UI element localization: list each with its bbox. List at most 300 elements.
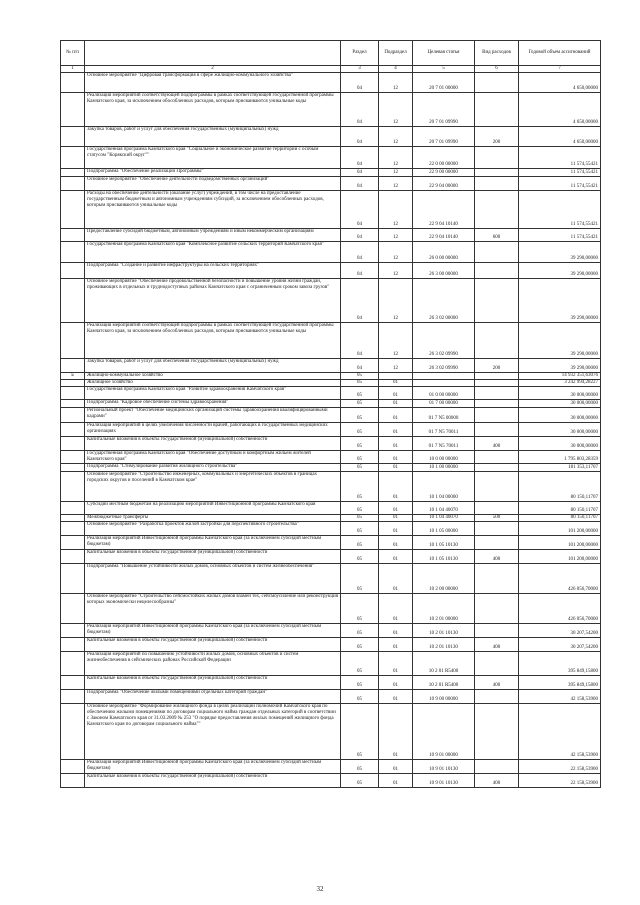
row-name: Основное мероприятие "Разработка проектов жилой застройки для перспективного строительства"	[85, 522, 341, 536]
row-razdel: 04	[341, 93, 379, 127]
row-razdel: 05	[341, 564, 379, 594]
row-name: Расходы на обеспечение деятельности (оказание услуг) учреждений, в том числе на предоставление государственным бюджетным и автономным учреждениям субсидий, за исключением обособленных расходов, которым присваиваются уникальные коды	[85, 191, 341, 229]
row-amount: 30 000,00000	[519, 423, 601, 437]
table-row	[61, 323, 601, 359]
row-podrazdel	[379, 373, 413, 380]
row-podrazdel: 01	[379, 380, 413, 387]
row-podrazdel: 01	[379, 690, 413, 704]
row-amount: 30 000,00000	[519, 408, 601, 423]
row-number	[61, 464, 85, 472]
table-row	[61, 408, 601, 423]
row-amount: 426 056,70000	[519, 594, 601, 624]
row-expense-type: 500	[475, 515, 519, 522]
row-target: 10 1 00 00000	[413, 464, 475, 472]
table-row	[61, 263, 601, 279]
row-name: Подпрограмма "Обеспечение реализации Программы"	[85, 169, 341, 177]
row-expense-type: 400	[475, 437, 519, 451]
row-name: Реализация мероприятий Инвестиционной программы Камчатского края (за исключением субсидий местным бюджетам)	[85, 760, 341, 774]
row-amount: 1 795 803,28359	[519, 451, 601, 464]
row-number	[61, 760, 85, 774]
row-amount: 39 290,00000	[519, 359, 601, 373]
row-podrazdel: 01	[379, 387, 413, 400]
row-number	[61, 169, 85, 177]
row-podrazdel: 12	[379, 229, 413, 242]
row-amount: 181 353,11707	[519, 464, 601, 472]
table-row	[61, 472, 601, 502]
table-row	[61, 423, 601, 437]
row-podrazdel: 12	[379, 177, 413, 191]
row-number	[61, 387, 85, 400]
row-expense-type	[475, 472, 519, 502]
row-name: Подпрограмма "Создание и развитие инфраструктуры на сельских территориях"	[85, 263, 341, 279]
row-name: Реализация мероприятий соответствующей подпрограммы в рамках соответствующей государственной программы Камчатского края, за исключением обособленных расходов, которым присваиваются уникальные коды	[85, 93, 341, 127]
row-razdel: 05	[341, 437, 379, 451]
row-number	[61, 774, 85, 788]
row-podrazdel: 01	[379, 522, 413, 536]
row-expense-type	[475, 147, 519, 169]
row-target	[413, 380, 475, 387]
row-razdel: 05	[341, 652, 379, 676]
row-name: Реализация мероприятий Инвестиционной программы Камчатского края (за исключением субсидий местным бюджетам)	[85, 624, 341, 638]
row-name: Подпрограмма "Обеспечение жилыми помещениями отдельных категорий граждан"	[85, 690, 341, 704]
row-amount: 30 000,00000	[519, 437, 601, 451]
row-name: Реализация мероприятий в целях увеличения численности врачей, работающих в государственных медицинских организациях	[85, 423, 341, 437]
column-number: 2	[85, 66, 341, 73]
row-podrazdel: 01	[379, 564, 413, 594]
table-row	[61, 760, 601, 774]
row-razdel: 05	[341, 550, 379, 564]
row-amount: 101 200,00000	[519, 550, 601, 564]
table-row	[61, 177, 601, 191]
row-number	[61, 564, 85, 594]
row-target: 01 7 N5 00000	[413, 408, 475, 423]
row-expense-type	[475, 760, 519, 774]
row-target: 22 9 04 00000	[413, 177, 475, 191]
row-number	[61, 359, 85, 373]
row-name: Реализация мероприятий по повышению устойчивости жилых домов, основных объектов и систем жизнеобеспечения в сейсмических районах Российской Федерации	[85, 652, 341, 676]
row-expense-type	[475, 464, 519, 472]
row-name: Основное мероприятие "Цифровая трансформация в сфере жилищно-коммунального хозяйства"	[85, 73, 341, 93]
row-razdel: 05	[341, 408, 379, 423]
row-target: 10 2 00 00000	[413, 564, 475, 594]
row-expense-type: 400	[475, 676, 519, 690]
row-expense-type	[475, 279, 519, 323]
table-row	[61, 564, 601, 594]
row-number	[61, 408, 85, 423]
row-target: 20 7 01 09990	[413, 127, 475, 147]
row-amount: 22 158,53900	[519, 760, 601, 774]
column-number: 1	[61, 66, 85, 73]
row-amount: 39 290,00000	[519, 279, 601, 323]
row-name: Основное мероприятие "Обеспечение деятельности подведомственных организаций"	[85, 177, 341, 191]
row-podrazdel: 01	[379, 594, 413, 624]
row-target: 10 9 00 00000	[413, 690, 475, 704]
row-razdel: 05	[341, 515, 379, 522]
row-razdel: 04	[341, 323, 379, 359]
row-target: 01 7 N5 70011	[413, 423, 475, 437]
row-podrazdel: 01	[379, 437, 413, 451]
table-body	[61, 73, 601, 788]
row-target: 10 1 05 10130	[413, 550, 475, 564]
table-row	[61, 242, 601, 263]
row-razdel: 04	[341, 127, 379, 147]
row-expense-type: 200	[475, 359, 519, 373]
table-row	[61, 594, 601, 624]
row-expense-type: 400	[475, 550, 519, 564]
row-amount: 39 290,00000	[519, 263, 601, 279]
row-podrazdel: 12	[379, 147, 413, 169]
row-expense-type	[475, 690, 519, 704]
row-podrazdel: 01	[379, 423, 413, 437]
row-amount: 30 000,00000	[519, 387, 601, 400]
table-row	[61, 464, 601, 472]
row-number	[61, 652, 85, 676]
table-row	[61, 147, 601, 169]
row-number	[61, 147, 85, 169]
row-podrazdel: 01	[379, 638, 413, 652]
row-number	[61, 73, 85, 93]
table-row	[61, 624, 601, 638]
budget-table	[60, 40, 601, 788]
row-number	[61, 380, 85, 387]
row-razdel: 04	[341, 263, 379, 279]
header-target: Целевая статья	[413, 41, 475, 66]
row-razdel: 05	[341, 774, 379, 788]
row-razdel: 05	[341, 690, 379, 704]
row-name: Основное мероприятие "Строительство инженерных, коммунальных и энергетических объектов в границах городских округов и поселений в Камчатском крае"	[85, 472, 341, 502]
table-row	[61, 690, 601, 704]
table-row	[61, 536, 601, 550]
row-name: Капитальные вложения в объекты государственной (муниципальной) собственности	[85, 774, 341, 788]
row-number	[61, 263, 85, 279]
row-number	[61, 191, 85, 229]
row-expense-type	[475, 93, 519, 127]
row-expense-type: 400	[475, 774, 519, 788]
row-expense-type	[475, 704, 519, 760]
row-target: 01 7 N5 70011	[413, 437, 475, 451]
row-expense-type: 200	[475, 127, 519, 147]
row-expense-type	[475, 624, 519, 638]
header-num: № п/п	[61, 41, 85, 66]
row-razdel: 05	[341, 704, 379, 760]
row-expense-type	[475, 263, 519, 279]
row-target: 10 2 01 R5400	[413, 652, 475, 676]
row-name: Капитальные вложения в объекты государственной (муниципальной) собственности	[85, 437, 341, 451]
header-name	[85, 41, 341, 66]
row-expense-type	[475, 400, 519, 408]
row-number	[61, 451, 85, 464]
row-razdel: 05	[341, 760, 379, 774]
row-razdel: 04	[341, 242, 379, 263]
row-name: Закупка товаров, работ и услуг для обеспечения государственных (муниципальных) нужд	[85, 127, 341, 147]
row-name: Предоставление субсидий бюджетным, автономным учреждениям и иным некоммерческим организациям	[85, 229, 341, 242]
row-amount: 11 574,55421	[519, 169, 601, 177]
table-row	[61, 522, 601, 536]
row-expense-type	[475, 502, 519, 515]
row-number	[61, 423, 85, 437]
table-row	[61, 93, 601, 127]
row-expense-type	[475, 380, 519, 387]
table-row	[61, 127, 601, 147]
row-target: 10 2 01 R5400	[413, 676, 475, 690]
row-razdel: 05	[341, 387, 379, 400]
row-razdel: 05	[341, 451, 379, 464]
row-amount: 30 000,00000	[519, 400, 601, 408]
row-number	[61, 177, 85, 191]
row-number	[61, 676, 85, 690]
row-name: Жилищное хозяйство	[85, 380, 341, 387]
row-razdel: 04	[341, 73, 379, 93]
row-podrazdel: 01	[379, 502, 413, 515]
row-target: 10 9 01 10130	[413, 760, 475, 774]
row-podrazdel: 01	[379, 451, 413, 464]
row-expense-type: 600	[475, 229, 519, 242]
row-podrazdel: 01	[379, 652, 413, 676]
row-number	[61, 522, 85, 536]
row-razdel: 05	[341, 373, 379, 380]
row-amount: 426 056,70000	[519, 564, 601, 594]
row-razdel: 05	[341, 594, 379, 624]
row-expense-type	[475, 451, 519, 464]
row-number	[61, 690, 85, 704]
row-name: Жилищно-коммунальное хозяйство	[85, 373, 341, 380]
row-number	[61, 594, 85, 624]
row-target: 22 9 04 10140	[413, 229, 475, 242]
row-amount: 39 290,00000	[519, 242, 601, 263]
row-target: 10 1 04 40070	[413, 515, 475, 522]
row-expense-type	[475, 594, 519, 624]
row-podrazdel: 12	[379, 279, 413, 323]
row-razdel: 05	[341, 464, 379, 472]
row-expense-type	[475, 242, 519, 263]
row-number	[61, 550, 85, 564]
header-razdel: Раздел	[341, 41, 379, 66]
table-row	[61, 502, 601, 515]
row-razdel: 04	[341, 359, 379, 373]
table-row	[61, 387, 601, 400]
row-name: Закупка товаров, работ и услуг для обеспечения государственных (муниципальных) нужд	[85, 359, 341, 373]
row-razdel: 05	[341, 400, 379, 408]
row-target: 10 0 00 00000	[413, 451, 475, 464]
row-podrazdel: 12	[379, 263, 413, 279]
row-name: Основное мероприятие "Формирование жилищного фонда в целях реализации полномочий Камчатского края по обеспечению жилыми помещениями по договорам социального найма граждан отдельных категорий в соответствии с Законом Камчатского края от 31.03.2009 № 253 "О порядке предоставления жилых помещений жилищного фонда Камчатского края по договорам социального найма""	[85, 704, 341, 760]
row-target: 10 1 04 40070	[413, 502, 475, 515]
header-expense-type: Вид расходов	[475, 41, 519, 66]
row-target: 10 2 01 10130	[413, 624, 475, 638]
row-target: 26 3 02 00000	[413, 279, 475, 323]
row-expense-type	[475, 177, 519, 191]
row-amount: 80 150,11707	[519, 472, 601, 502]
row-podrazdel: 01	[379, 760, 413, 774]
page-number: 32	[316, 885, 324, 893]
header-amount: Годовой объем ассигнований	[519, 41, 601, 66]
row-amount: 101 200,00000	[519, 522, 601, 536]
header-row	[61, 41, 601, 66]
row-amount: 30 207,54200	[519, 638, 601, 652]
row-expense-type	[475, 652, 519, 676]
row-razdel: 04	[341, 229, 379, 242]
row-razdel: 05	[341, 624, 379, 638]
row-number	[61, 279, 85, 323]
row-target: 20 7 01 09990	[413, 93, 475, 127]
row-razdel: 05	[341, 380, 379, 387]
row-amount: 11 574,55421	[519, 191, 601, 229]
row-number	[61, 400, 85, 408]
row-target: 22 9 00 00000	[413, 169, 475, 177]
row-name: Капитальные вложения в объекты государственной (муниципальной) собственности	[85, 638, 341, 652]
table-row	[61, 380, 601, 387]
column-number-row	[61, 66, 601, 73]
row-amount: 101 200,00000	[519, 536, 601, 550]
table-row	[61, 400, 601, 408]
row-amount: 42 158,53900	[519, 704, 601, 760]
row-podrazdel: 12	[379, 169, 413, 177]
row-razdel: 04	[341, 191, 379, 229]
row-expense-type: 400	[475, 638, 519, 652]
row-podrazdel: 12	[379, 359, 413, 373]
row-podrazdel: 01	[379, 774, 413, 788]
row-amount: 395 849,15800	[519, 676, 601, 690]
row-name: Подпрограмма "Повышение устойчивости жилых домов, основных объектов и систем жизнеобеспечения"	[85, 564, 341, 594]
row-number	[61, 472, 85, 502]
row-expense-type	[475, 408, 519, 423]
row-target: 22 9 04 10140	[413, 191, 475, 229]
row-name: Реализация мероприятий соответствующей подпрограммы в рамках соответствующей государственной программы Камчатского края, за исключением обособленных расходов, которым присваиваются уникальные коды	[85, 323, 341, 359]
row-expense-type	[475, 522, 519, 536]
row-podrazdel: 12	[379, 191, 413, 229]
row-amount: 4 650,00000	[519, 93, 601, 127]
table-row	[61, 652, 601, 676]
row-expense-type	[475, 191, 519, 229]
row-razdel: 04	[341, 279, 379, 323]
row-number	[61, 515, 85, 522]
row-number	[61, 229, 85, 242]
row-name: Государственная программа Камчатского края "Социальное и экономическое развитие территории с особым статусом "Корякский округ""	[85, 147, 341, 169]
row-razdel: 05	[341, 676, 379, 690]
row-amount: 39 290,00000	[519, 323, 601, 359]
row-amount: 3 242 994,28227	[519, 380, 601, 387]
budget-table-page	[60, 40, 600, 788]
row-target: 10 9 01 00000	[413, 704, 475, 760]
row-razdel: 04	[341, 177, 379, 191]
row-target: 01 0 00 00000	[413, 387, 475, 400]
row-target: 26 3 00 00000	[413, 263, 475, 279]
row-amount: 395 849,15800	[519, 652, 601, 676]
row-number	[61, 93, 85, 127]
row-amount: 22 158,53900	[519, 774, 601, 788]
row-expense-type	[475, 323, 519, 359]
table-row	[61, 279, 601, 323]
row-expense-type	[475, 73, 519, 93]
row-number: 5	[61, 373, 85, 380]
row-razdel: 05	[341, 423, 379, 437]
row-number	[61, 242, 85, 263]
table-row	[61, 229, 601, 242]
row-name: Подпрограмма "Кадровое обеспечение системы здравоохранения"	[85, 400, 341, 408]
row-amount: 11 574,55421	[519, 147, 601, 169]
row-expense-type	[475, 169, 519, 177]
row-name: Государственная программа Камчатского края "Развитие здравоохранения Камчатского края"	[85, 387, 341, 400]
row-razdel: 04	[341, 147, 379, 169]
row-expense-type	[475, 423, 519, 437]
table-row	[61, 169, 601, 177]
row-number	[61, 502, 85, 515]
row-razdel: 05	[341, 536, 379, 550]
column-number: 5	[413, 66, 475, 73]
row-target: 10 9 01 10130	[413, 774, 475, 788]
table-row	[61, 676, 601, 690]
row-target: 01 7 00 00000	[413, 400, 475, 408]
row-name: Субсидии местным бюджетам на реализацию мероприятий Инвестиционной программы Камчатского края	[85, 502, 341, 515]
row-podrazdel: 12	[379, 93, 413, 127]
row-podrazdel: 01	[379, 676, 413, 690]
row-podrazdel: 01	[379, 400, 413, 408]
table-row	[61, 437, 601, 451]
table-row	[61, 704, 601, 760]
row-podrazdel: 01	[379, 550, 413, 564]
row-razdel: 05	[341, 502, 379, 515]
row-target: 22 0 00 00000	[413, 147, 475, 169]
row-amount: 30 207,54200	[519, 624, 601, 638]
row-name: Региональный проект "Обеспечение медицинских организаций системы здравоохранения квалифицированными кадрами"	[85, 408, 341, 423]
row-target: 10 1 05 10130	[413, 536, 475, 550]
row-razdel: 05	[341, 522, 379, 536]
table-row	[61, 451, 601, 464]
row-podrazdel: 12	[379, 127, 413, 147]
row-target: 26 3 02 09990	[413, 359, 475, 373]
table-row	[61, 373, 601, 380]
row-razdel: 05	[341, 638, 379, 652]
row-expense-type	[475, 536, 519, 550]
row-name: Реализация мероприятий Инвестиционной программы Камчатского края (за исключением субсидий местным бюджетам)	[85, 536, 341, 550]
column-number: 7	[519, 66, 601, 73]
row-expense-type	[475, 373, 519, 380]
row-target: 10 1 04 00000	[413, 472, 475, 502]
row-expense-type	[475, 564, 519, 594]
table-row	[61, 515, 601, 522]
row-name: Межбюджетные трансферты	[85, 515, 341, 522]
row-name: Государственная программа Камчатского края "Обеспечение доступным и комфортным жильем жителей Камчатского края"	[85, 451, 341, 464]
row-target: 26 0 00 00000	[413, 242, 475, 263]
row-razdel: 05	[341, 472, 379, 502]
row-podrazdel: 12	[379, 242, 413, 263]
table-row	[61, 73, 601, 93]
row-podrazdel: 01	[379, 464, 413, 472]
row-number	[61, 323, 85, 359]
table-row	[61, 359, 601, 373]
row-number	[61, 638, 85, 652]
row-amount: 11 574,55421	[519, 229, 601, 242]
row-number	[61, 536, 85, 550]
header-podrazdel: Подраздел	[379, 41, 413, 66]
row-amount: 80 150,11707	[519, 502, 601, 515]
row-name: Капитальные вложения в объекты государственной (муниципальной) собственности	[85, 550, 341, 564]
row-name: Основное мероприятие "Обеспечение продовольственной безопасности и повышение уровня жизни граждан, проживающих в отдельных и труднодоступных районах Камчатского края с ограниченным сроком завоза грузов"	[85, 279, 341, 323]
row-target	[413, 373, 475, 380]
row-expense-type	[475, 387, 519, 400]
table-row	[61, 774, 601, 788]
row-podrazdel: 01	[379, 515, 413, 522]
row-number	[61, 624, 85, 638]
row-podrazdel: 01	[379, 704, 413, 760]
row-number	[61, 127, 85, 147]
column-number: 4	[379, 66, 413, 73]
table-row	[61, 550, 601, 564]
row-name: Капитальные вложения в объекты государственной (муниципальной) собственности	[85, 676, 341, 690]
column-number: 3	[341, 66, 379, 73]
row-target: 10 2 01 10130	[413, 638, 475, 652]
column-number: 6	[475, 66, 519, 73]
